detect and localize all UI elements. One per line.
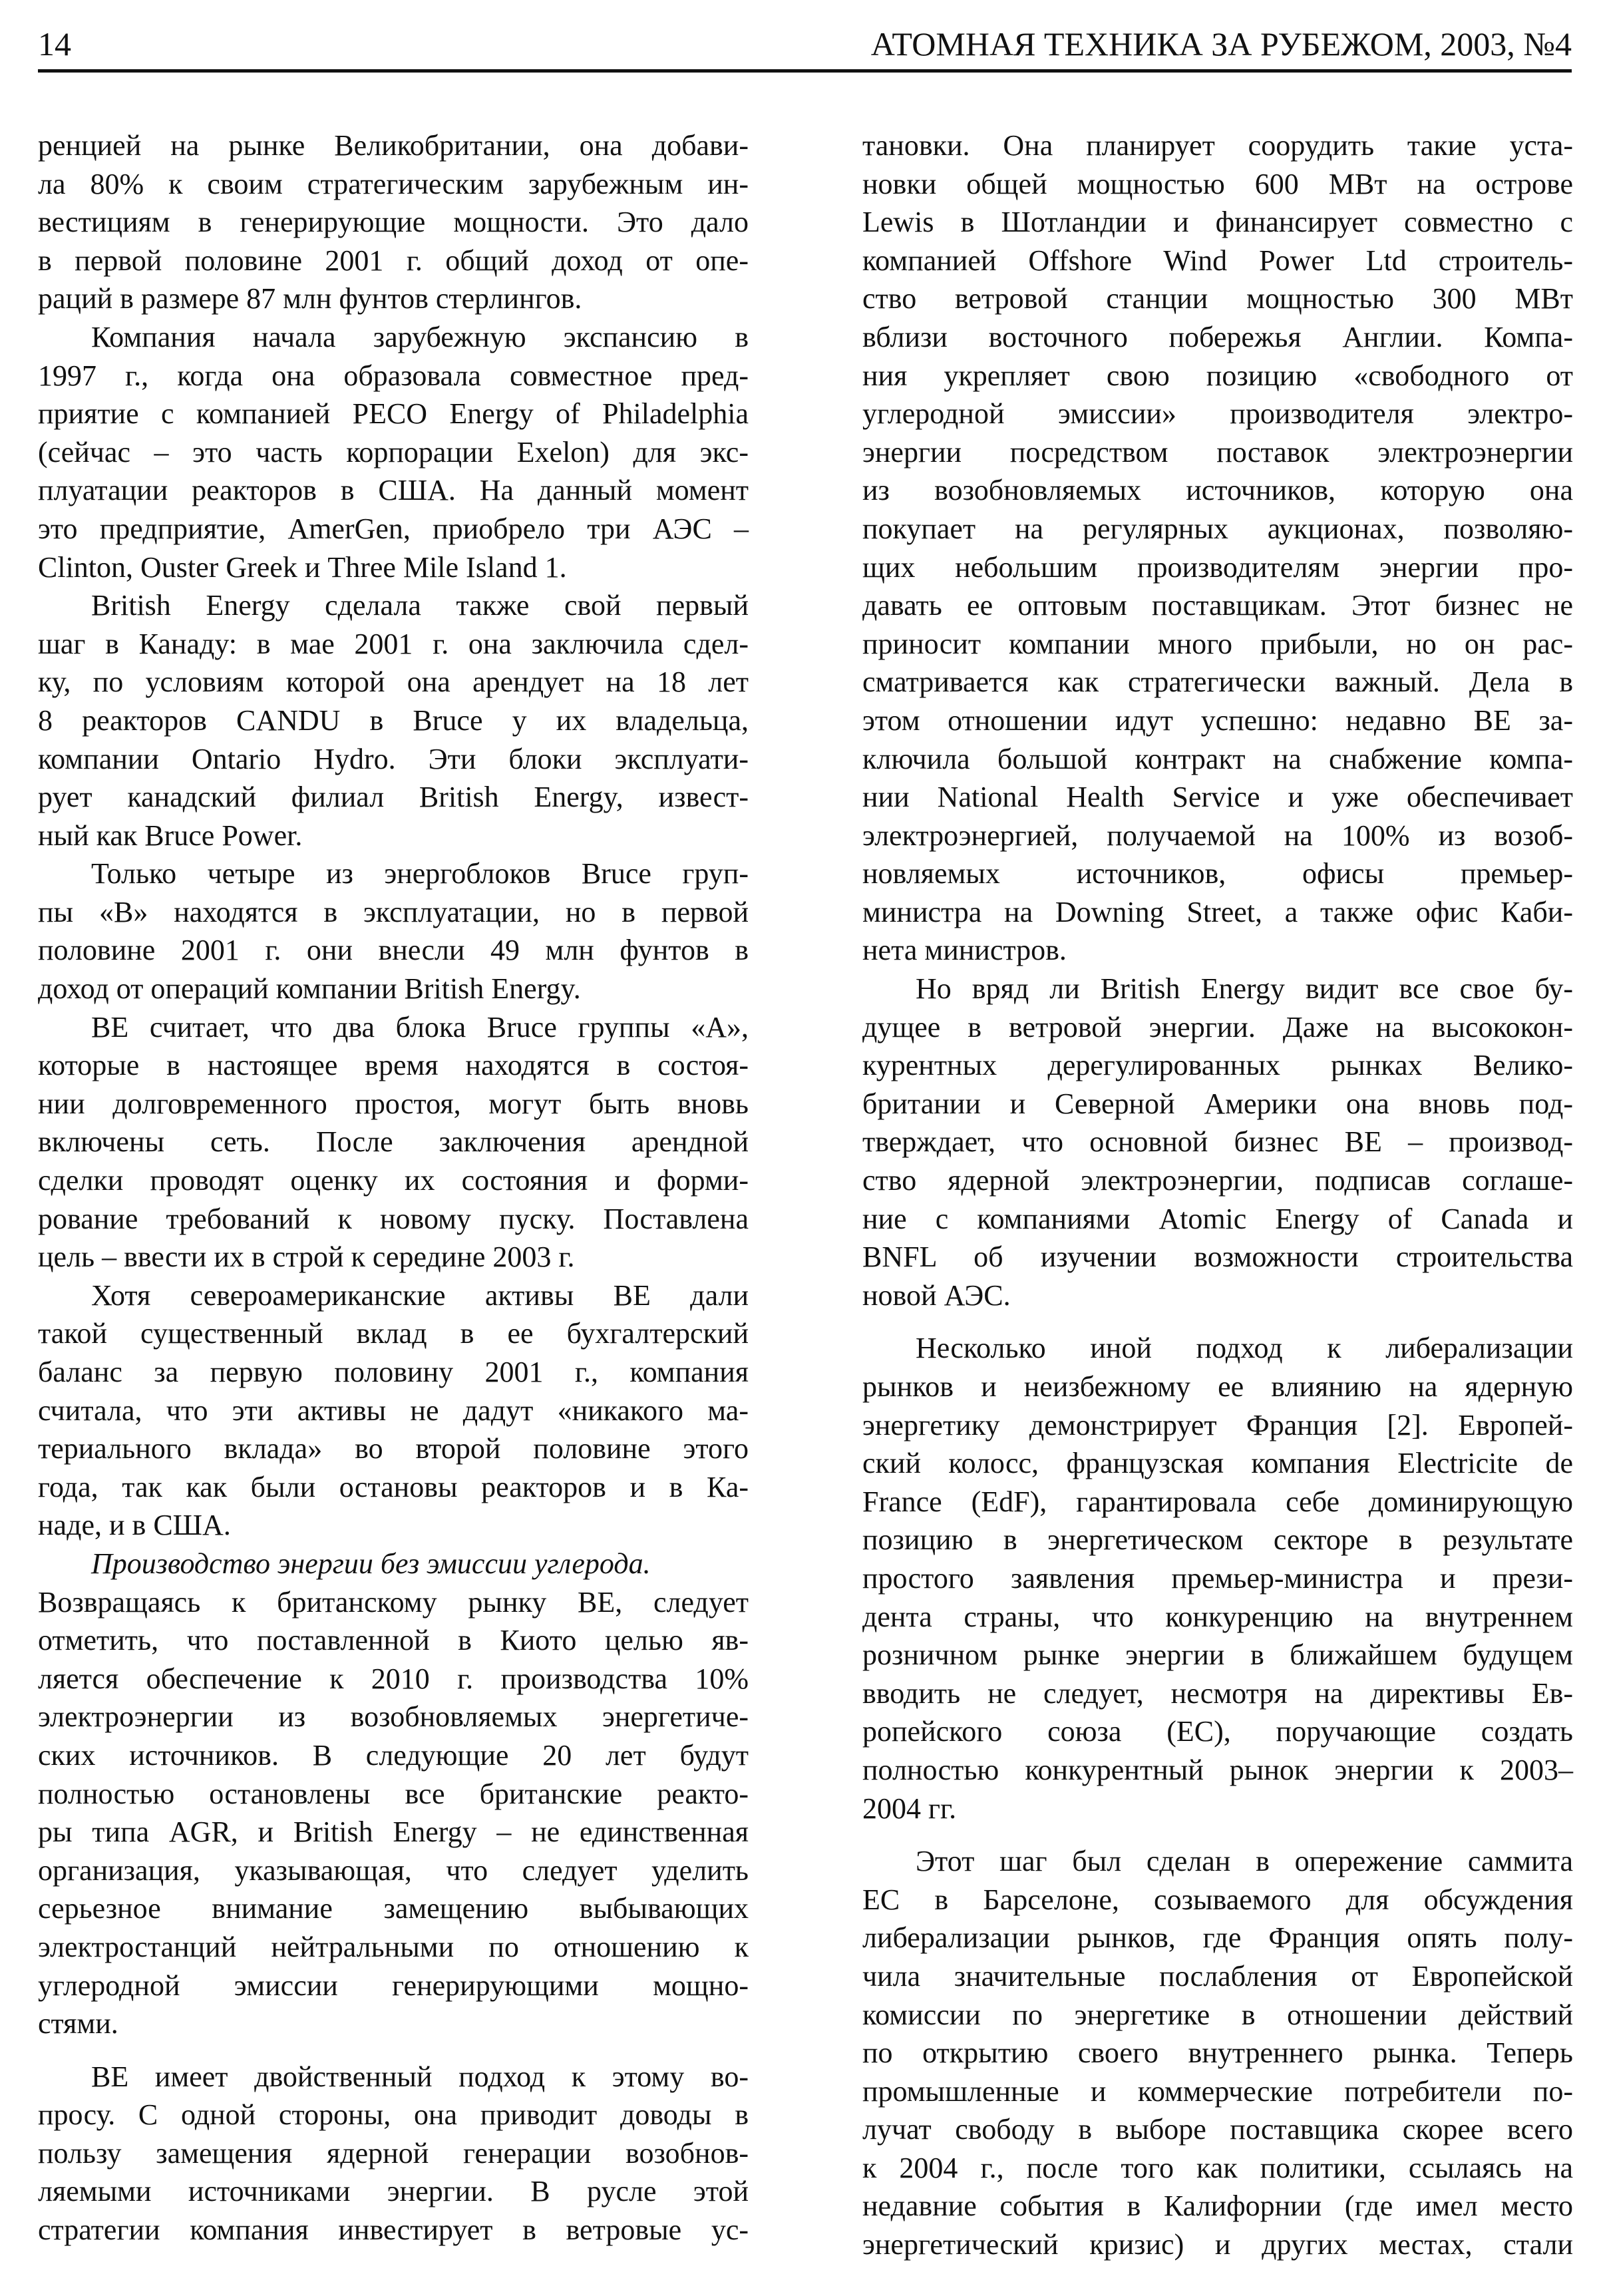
text-line: ляется обеспечение к 2010 г. производства 10% <box>38 1662 749 1695</box>
text-line: пы «В» находятся в эксплуатации, но в первой <box>38 895 749 928</box>
paragraph <box>38 318 749 586</box>
text-line: рынков и неизбежному ее влиянию на ядерную <box>862 1370 1573 1403</box>
text-line: вблизи восточного побережья Англии. Компа- <box>862 320 1573 353</box>
paragraph <box>862 1329 1573 1827</box>
paragraph <box>38 1545 749 2043</box>
text-line: новки общей мощностью 600 МВт на острове <box>862 167 1573 200</box>
text-line: Возвращаясь к британскому рынку BE, следует <box>38 1585 749 1619</box>
text-line: в первой половине 2001 г. общий доход от опе- <box>38 244 749 277</box>
text-line: которые в настоящее время находятся в состоя- <box>38 1049 749 1082</box>
text-line: розничном рынке энергии в ближайшем будущем <box>862 1638 1573 1672</box>
text-line: электроэнергией, получаемой на 100% из возоб- <box>862 819 1573 852</box>
paragraph <box>38 126 749 318</box>
text-line: включены сеть. После заключения арендной <box>38 1125 749 1159</box>
text-line: серьезное внимание замещению выбывающих <box>38 1892 749 1925</box>
text-line: ство ядерной электроэнергии, подписав соглаше- <box>862 1164 1573 1197</box>
paragraph <box>38 2058 749 2249</box>
text-line: шаг в Канаду: в мае 2001 г. она заключила сдел- <box>38 627 749 660</box>
paragraph <box>862 126 1573 970</box>
text-line: по открытию своего внутреннего рынка. Теперь <box>862 2036 1573 2070</box>
text-line: стратегии компания инвестирует в ветровые ус- <box>38 2213 749 2247</box>
paragraph <box>38 1008 749 1276</box>
text-line: рует канадский филиал British Energy, извест- <box>38 781 749 814</box>
text-line: вестициям в генерирующие мощности. Это дало <box>38 206 749 239</box>
header-rule <box>38 69 1572 73</box>
text-line: BNFL об изучении возможности строительства <box>862 1241 1573 1274</box>
text-line: BE имеет двойственный подход к этому во- <box>91 2060 749 2093</box>
text-line: ропейского союза (ЕС), поручающие создать <box>862 1715 1573 1748</box>
text-line: покупает на регулярных аукционах, позволяю- <box>862 512 1573 545</box>
text-line: компании Ontario Hydro. Эти блоки эксплуати- <box>38 742 749 775</box>
text-line: лучат свободу в выборе поставщика скорее всего <box>862 2113 1573 2146</box>
paragraph-gap <box>862 1827 1573 1842</box>
text-line: пользу замещения ядерной генерации возобнов- <box>38 2136 749 2170</box>
text-line: Этот шаг был сделан в опережение саммита <box>916 1845 1573 1878</box>
text-line: новляемых источников, офисы премьер- <box>862 857 1573 890</box>
text-line: ный как Bruce Power. <box>38 819 303 852</box>
text-line: компанией Offshore Wind Power Ltd строитель- <box>862 244 1573 277</box>
paragraph <box>38 1276 749 1545</box>
text-line: ских источников. В следующие 20 лет будут <box>38 1738 749 1772</box>
text-line: Только четыре из энергоблоков Bruce груп- <box>91 857 749 890</box>
text-line: просу. С одной стороны, она приводит доводы в <box>38 2098 749 2132</box>
text-line: ренцией на рынке Великобритании, она добави- <box>38 129 749 162</box>
text-line: либерализации рынков, где Франция опять полу- <box>862 1921 1573 1955</box>
text-line: ский колосс, французская компания Electricite de <box>862 1447 1573 1480</box>
text-line: France (EdF), гарантировала себе доминирующую <box>862 1485 1573 1518</box>
text-line: простого заявления премьер-министра и прези- <box>862 1561 1573 1595</box>
text-line: нета министров. <box>862 934 1067 967</box>
text-line: курентных дерегулированных рынках Велико- <box>862 1049 1573 1082</box>
text-line: Хотя североамериканские активы BE дали <box>91 1278 749 1312</box>
text-line: наде, и в США. <box>38 1509 231 1542</box>
text-line: углеродной эмиссии» производителя электро- <box>862 397 1573 431</box>
text-line: ния укрепляет свою позицию «свободного от <box>862 359 1573 392</box>
text-line: ЕС в Барселоне, созываемого для обсуждения <box>862 1883 1573 1916</box>
text-line: ство ветровой станции мощностью 300 МВт <box>862 282 1573 315</box>
text-line: рование требований к новому пуску. Поставлена <box>38 1202 749 1235</box>
text-line: 8 реакторов CANDU в Bruce у их владельца, <box>38 703 749 737</box>
text-line: баланс за первую половину 2001 г., компания <box>38 1356 749 1388</box>
text-line: к 2004 г., после того как политики, ссылаясь на <box>862 2151 1573 2184</box>
text-line: углеродной эмиссии генерирующими мощно- <box>38 1969 749 2002</box>
text-line: Компания начала зарубежную экспансию в <box>91 320 749 353</box>
text-line: ключила большой контракт на снабжение компа- <box>862 742 1573 775</box>
text-line: 1997 г., когда она образовала совместное пред- <box>38 359 749 392</box>
text-line: тверждает, что основной бизнес BE – производ- <box>862 1125 1573 1159</box>
paragraph <box>862 970 1573 1314</box>
text-line: министра на Downing Street, а также офис Каби- <box>862 895 1573 928</box>
text-line: 2004 гг. <box>862 1792 957 1825</box>
text-line: этом отношении идут успешно: недавно BE за- <box>862 703 1573 737</box>
text-line: года, так как были остановы реакторов и в Ка- <box>38 1470 749 1503</box>
text-line: из возобновляемых источников, которую она <box>862 474 1573 507</box>
text-line: это предприятие, AmerGen, приобрело три АЭС – <box>38 512 749 545</box>
paragraph <box>862 1842 1573 2264</box>
text-line: электроэнергии из возобновляемых энергетиче- <box>38 1700 749 1734</box>
paragraph-gap <box>38 2043 749 2058</box>
text-line: ку, по условиям которой она арендует на 18 лет <box>38 666 749 699</box>
text-line: ры типа AGR, и British Energy – не единственная <box>38 1816 749 1849</box>
text-line: считала, что эти активы не дадут «никакого ма- <box>38 1394 749 1427</box>
text-line: териального вклада» во второй половине этого <box>38 1432 749 1465</box>
text-line: полностью конкурентный рынок энергии к 2003– <box>862 1753 1573 1786</box>
text-line: ние с компаниями Atomic Energy of Canada и <box>862 1202 1573 1235</box>
text-line: энергетику демонстрирует Франция [2]. Европей- <box>862 1408 1573 1441</box>
text-line: нии National Health Service и уже обеспечивает <box>862 781 1573 814</box>
text-line: щих небольшим производителям энергии про- <box>862 550 1573 584</box>
text-line: организация, указывающая, что следует уделить <box>38 1853 749 1887</box>
text-line: стями. <box>38 2007 118 2040</box>
text-line: Lewis в Шотландии и финансирует совместно с <box>862 206 1573 239</box>
text-line: такой существенный вклад в ее бухгалтерский <box>38 1317 749 1350</box>
text-line: энергии посредством поставок электроэнергии <box>862 435 1573 469</box>
text-line: сделки проводят оценку их состояния и форми- <box>38 1164 749 1197</box>
left-column <box>38 126 749 2249</box>
text-line: сматривается как стратегически важный. Дела в <box>862 666 1573 699</box>
text-line: электростанций нейтральными по отношению к <box>38 1930 749 1963</box>
paragraph-gap <box>862 1314 1573 1329</box>
text-line: ляемыми источниками энергии. В русле этой <box>38 2175 749 2208</box>
text-line: половине 2001 г. они внесли 49 млн фунтов в <box>38 934 749 967</box>
text-line: промышленные и коммерческие потребители по- <box>862 2074 1573 2108</box>
text-line: новой АЭС. <box>862 1278 1011 1312</box>
text-line: энергетический кризис) и других местах, стали <box>862 2228 1573 2261</box>
text-line: доход от операций компании British Energy. <box>38 972 581 1006</box>
text-line: чила значительные послабления от Европейской <box>862 1959 1573 1993</box>
text-line: отметить, что поставленной в Киото целью яв- <box>38 1624 749 1657</box>
text-line: комиссии по энергетике в отношении действий <box>862 1998 1573 2031</box>
text-line: полностью остановлены все британские реакто- <box>38 1777 749 1810</box>
text-line: тановки. Она планирует соорудить такие уста- <box>862 129 1573 162</box>
text-line: ла 80% к своим стратегическим зарубежным ин- <box>38 167 749 200</box>
journal-title: АТОМНАЯ ТЕХНИКА ЗА РУБЕЖОМ, 2003, №4 <box>870 25 1572 63</box>
text-line: дента страны, что конкуренцию на внутреннем <box>862 1600 1573 1633</box>
text-line: вводить не следует, несмотря на директивы Ев- <box>862 1676 1573 1710</box>
text-line: недавние события в Калифорнии (где имел место <box>862 2190 1573 2223</box>
text-line: дущее в ветровой энергии. Даже на высококон- <box>862 1010 1573 1044</box>
text-line: Несколько иной подход к либерализации <box>916 1332 1573 1365</box>
text-line: позицию в энергетическом секторе в результате <box>862 1523 1573 1557</box>
text-line: давать ее оптовым поставщикам. Этот бизнес не <box>862 589 1573 622</box>
text-line: плуатации реакторов в США. На данный момент <box>38 474 749 507</box>
text-line: цель – ввести их в строй к середине 2003 г. <box>38 1241 575 1274</box>
section-heading: Производство энергии без эмиссии углерода. <box>91 1547 651 1580</box>
text-line: BE считает, что два блока Bruce группы «А», <box>91 1010 749 1044</box>
right-column <box>862 126 1573 2264</box>
text-line: British Energy сделала также свой первый <box>91 589 749 622</box>
text-line: Но вряд ли British Energy видит все свое бу- <box>916 972 1573 1006</box>
text-line: приятие с компанией PECO Energy of Philadelphia <box>38 397 749 431</box>
text-line: (сейчас – это часть корпорации Exelon) для экс- <box>38 435 749 469</box>
text-line: приносит компании много прибыли, но он рас- <box>862 627 1573 660</box>
text-line: британии и Северной Америки она вновь под- <box>862 1087 1573 1120</box>
paragraph <box>38 855 749 1008</box>
text-line: нии долговременного простоя, могут быть вновь <box>38 1087 749 1120</box>
text-line: раций в размере 87 млн фунтов стерлингов. <box>38 282 582 315</box>
page-number: 14 <box>38 25 71 63</box>
text-line: Clinton, Ouster Greek и Three Mile Island 1. <box>38 550 567 584</box>
paragraph <box>38 586 749 855</box>
